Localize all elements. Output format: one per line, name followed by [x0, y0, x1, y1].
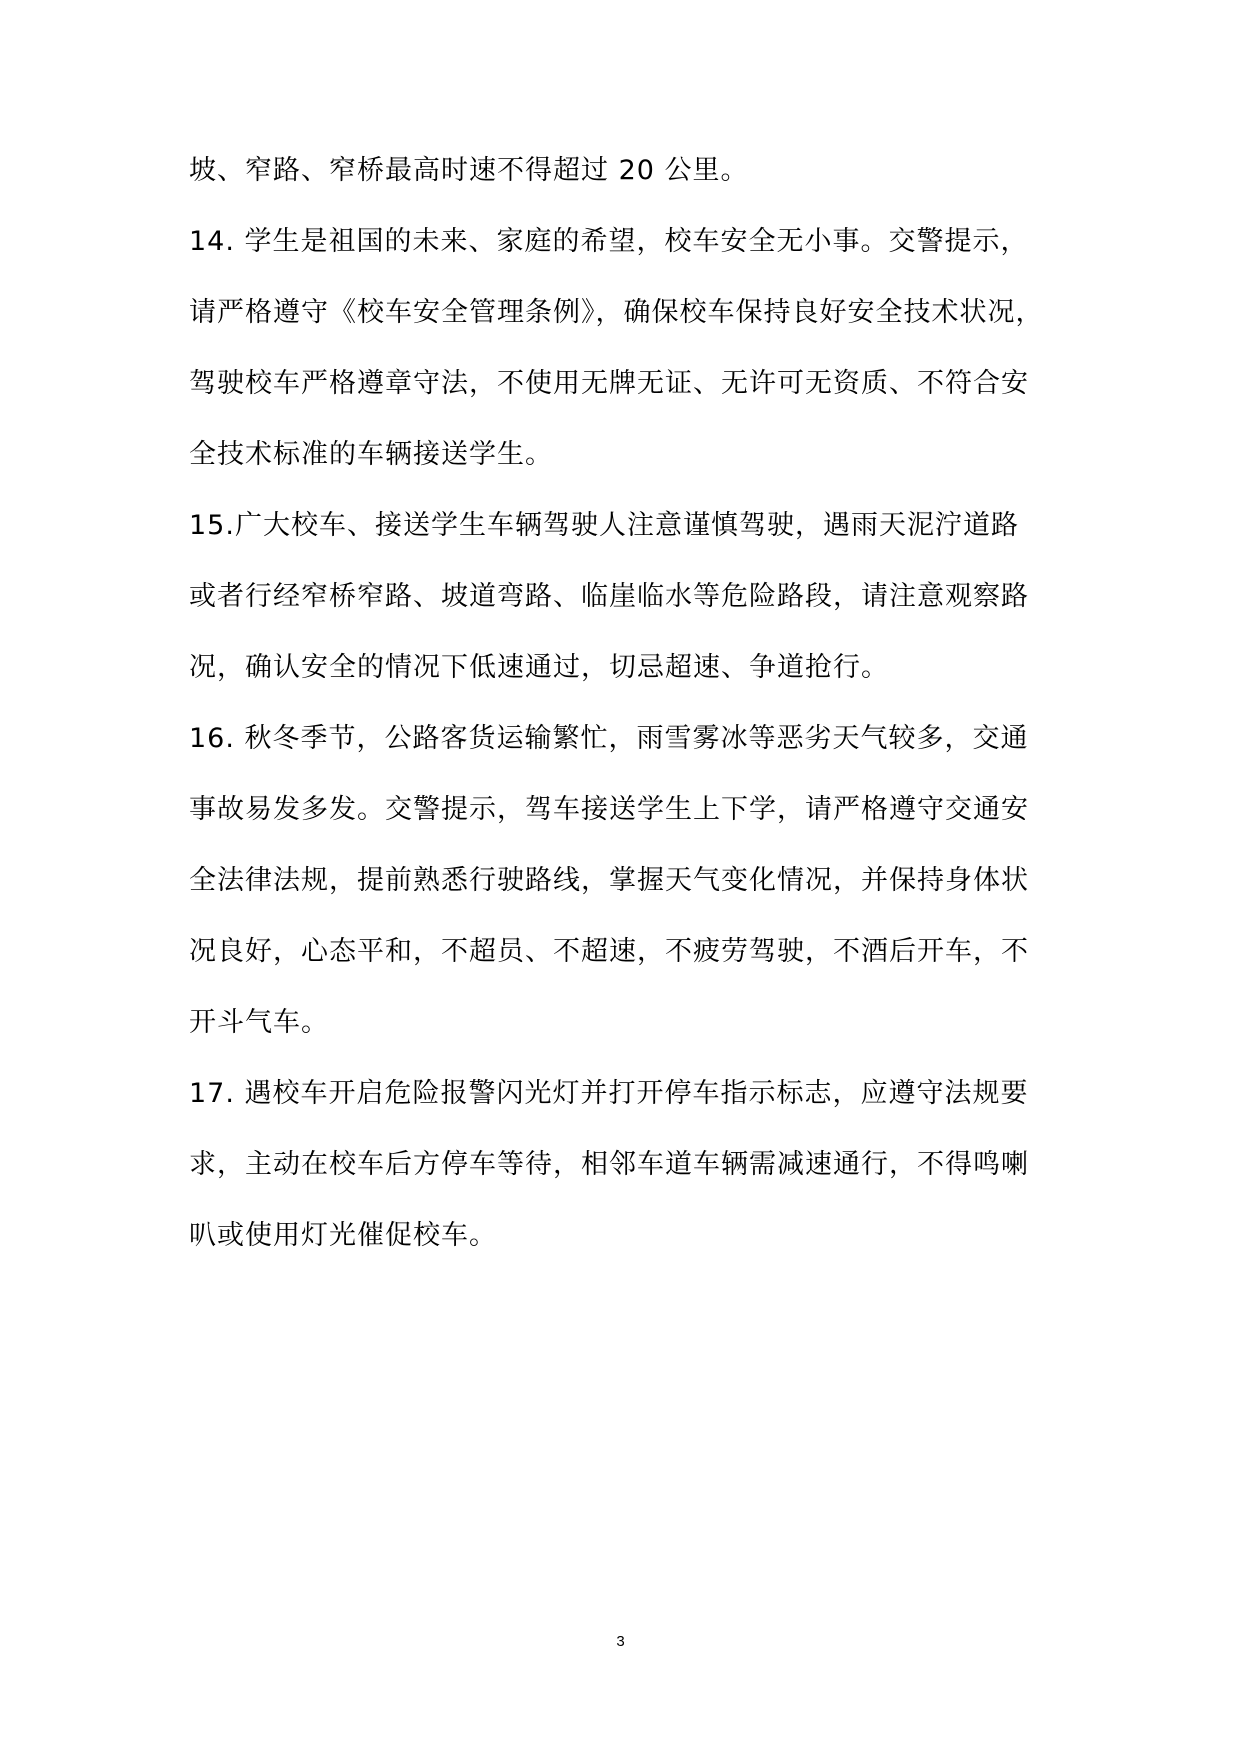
text-line: 驾驶校车严格遵章守法，不使用无牌无证、无许可无资质、不符合安: [189, 368, 1029, 399]
text-line: 事故易发多发。交警提示，驾车接送学生上下学，请严格遵守交通安: [189, 794, 1029, 825]
text-line: 16. 秋冬季节，公路客货运输繁忙，雨雪雾冰等恶劣天气较多，交通: [189, 723, 1029, 754]
text-line: 坡、窄路、窄桥最高时速不得超过 20 公里。: [189, 155, 749, 186]
text-line: 17. 遇校车开启危险报警闪光灯并打开停车指示标志，应遵守法规要: [189, 1078, 1029, 1109]
text-line: 或者行经窄桥窄路、坡道弯路、临崖临水等危险路段，请注意观察路: [189, 581, 1029, 612]
text-line: 求，主动在校车后方停车等待，相邻车道车辆需减速通行，不得鸣喇: [189, 1149, 1029, 1180]
text-line: 况，确认安全的情况下低速通过，切忌超速、争道抢行。: [189, 652, 889, 683]
text-line: 全法律法规，提前熟悉行驶路线，掌握天气变化情况，并保持身体状: [189, 865, 1029, 896]
text-line: 况良好，心态平和，不超员、不超速，不疲劳驾驶，不酒后开车，不: [189, 936, 1029, 967]
text-line: 15.广大校车、接送学生车辆驾驶人注意谨慎驾驶，遇雨天泥泞道路: [189, 510, 1019, 541]
text-line: 14. 学生是祖国的未来、家庭的希望，校车安全无小事。交警提示，: [189, 226, 1029, 257]
text-line: 请严格遵守《校车安全管理条例》，确保校车保持良好安全技术状况，: [189, 297, 1044, 328]
text-line: 叭或使用灯光催促校车。: [189, 1220, 497, 1251]
text-line: 全技术标准的车辆接送学生。: [189, 439, 553, 470]
text-line: 开斗气车。: [189, 1007, 329, 1038]
page-number: 3: [616, 1633, 625, 1650]
